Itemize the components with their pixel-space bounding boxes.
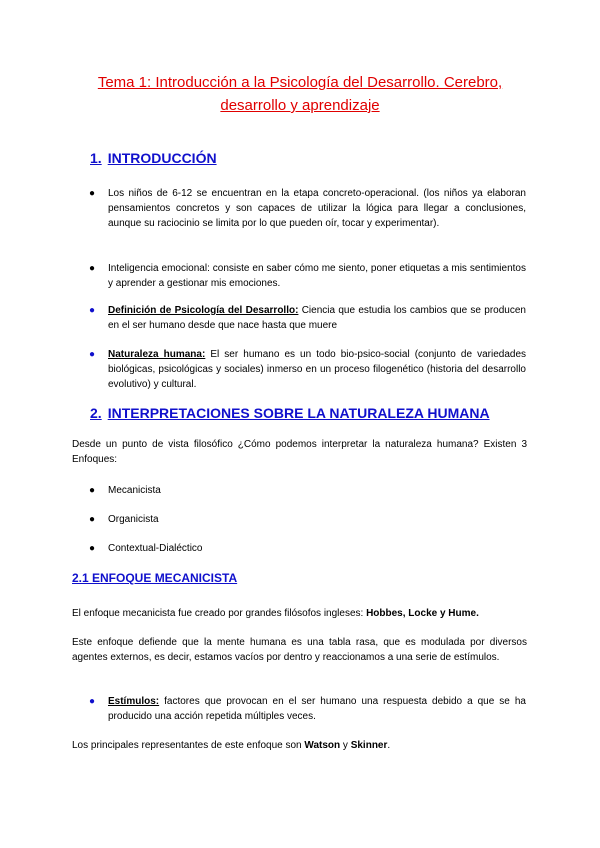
bullet-icon: ● (89, 349, 96, 360)
section-1-number: 1. (90, 150, 102, 166)
bullet-item (89, 694, 526, 724)
mechanist-paragraph-3 (72, 738, 527, 753)
bullet-item (89, 186, 526, 231)
section-2-intro: Desde un punto de vista filosófico ¿Cómo podemos interpretar la naturaleza humana? Existen 3 Enfoques: (72, 439, 527, 465)
section-2-heading (90, 405, 490, 421)
mechanist-paragraph-1 (72, 606, 527, 621)
bullet-icon: ● (89, 305, 96, 316)
bullet-icon: ● (89, 696, 96, 707)
bullet-text: Los niños de 6-12 se encuentran en la etapa concreto-operacional. (los niños ya elaboran pensamientos concretos y son capaces de utilizar la lógica para llegar a conclusiones, aunque su raciocinio se limita por lo que pueden oír, tocar y experimentar). (108, 188, 526, 229)
bullet-text: El ser humano es un todo bio-psico-social (conjunto de variedades biológicas, psicológicas y sociales) inmerso en un proceso filogenético (historia del desarrollo evolutivo) y cultural. (108, 349, 527, 390)
section-1-title: INTRODUCCIÓN (107, 150, 217, 166)
section-2-title: INTERPRETACIONES SOBRE LA NATURALEZA HUMANA (107, 405, 490, 421)
mechanist-paragraph-2: Este enfoque defiende que la mente humana es una tabla rasa, que es modulada por diversos agentes externos, es decir, estamos vacíos por dentro y reaccionamos a una serie de estímulos. (72, 637, 527, 663)
title-line-2: desarrollo y aprendizaje (220, 97, 380, 114)
definition-label: Naturaleza humana: (108, 349, 206, 360)
bullet-icon: ● (89, 188, 96, 199)
bullet-item (89, 261, 526, 291)
title-line-1: Tema 1: Introducción a la Psicología del Desarrollo. Cerebro, (97, 74, 503, 91)
bullet-text: Ciencia que estudia los cambios que se producen en el ser humano desde que nace hasta que muere (108, 305, 526, 331)
representative-name: Watson (304, 740, 341, 751)
section-2-number: 2. (90, 405, 102, 421)
approach-label: Contextual-Dialéctico (108, 543, 203, 554)
bullet-item (89, 347, 527, 392)
bullet-item (89, 303, 526, 333)
paragraph-connector: y (340, 740, 351, 751)
definition-label: Estímulos: (108, 696, 160, 707)
approach-label: Organicista (108, 514, 159, 525)
approach-item (89, 541, 526, 556)
bullet-icon: ● (89, 543, 96, 554)
approach-label: Mecanicista (108, 485, 161, 496)
bullet-icon: ● (89, 263, 96, 274)
bullet-text: Inteligencia emocional: consiste en saber cómo me siento, poner etiquetas a mis sentimientos y aprender a gestionar mis emociones. (108, 263, 526, 289)
paragraph-text: Los principales representantes de este enfoque son (72, 740, 305, 751)
approach-item (89, 512, 526, 527)
paragraph-end: . (387, 740, 391, 751)
document-title (60, 71, 540, 117)
paragraph-text: El enfoque mecanicista fue creado por grandes filósofos ingleses: (72, 608, 367, 619)
section-2-1-heading: 2.1 ENFOQUE MECANICISTA (72, 571, 238, 585)
philosophers-names: Hobbes, Locke y Hume. (366, 608, 479, 619)
section-1-heading (90, 150, 217, 166)
representative-name: Skinner (350, 740, 388, 751)
bullet-icon: ● (89, 485, 96, 496)
approach-item (89, 483, 526, 498)
bullet-text: factores que provocan en el ser humano una respuesta debido a que se ha producido una acción repetida múltiples veces. (108, 696, 526, 722)
bullet-icon: ● (89, 514, 96, 525)
definition-label: Definición de Psicología del Desarrollo: (108, 305, 299, 316)
